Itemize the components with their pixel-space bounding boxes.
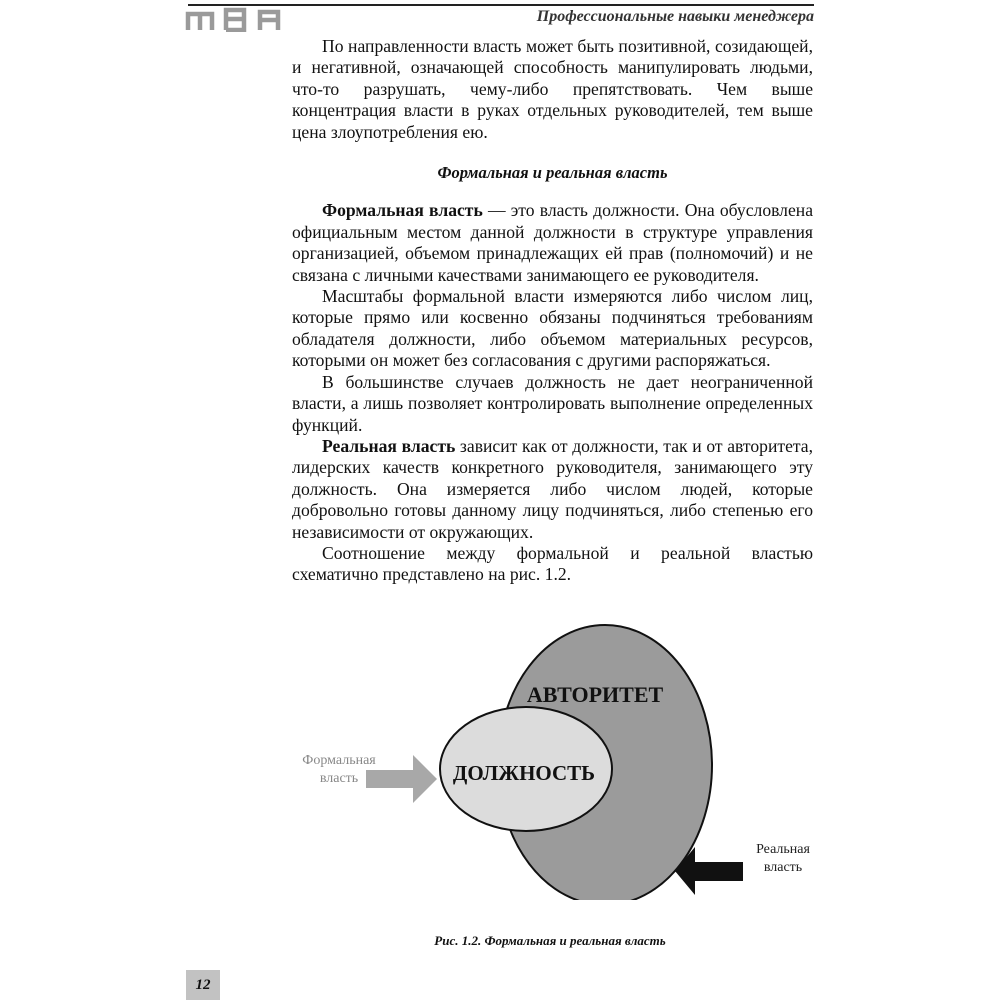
section-heading: Формальная и реальная власть [437, 163, 668, 183]
paragraph: В большинстве случаев должность не дает неограниченной власти, а лишь позволяет контролировать выполнение определенных функций. [292, 371, 813, 435]
formal-power-label-line1: Формальная [302, 753, 376, 768]
paragraph-text: зависит как от должности, так и от авторитета, лидерских качеств конкретного руководителя, занимающего эту должность. Она измеряется либо числом людей, которые добровольно готовы данному лицу подчиняться, либо степенью его независимости от окружающих. [292, 435, 813, 542]
real-power-label [733, 841, 833, 877]
paragraph: По направленности власть может быть позитивной, созидающей, и негативной, означающей способность манипулировать людьми, что-то разрушать, чему-либо препятствовать. Чем выше концентрация власти в руках отдельных руководителей, тем выше цена злоупотребления ею. [292, 36, 813, 142]
running-title: Профессиональные навыки менеджера [536, 8, 814, 25]
formal-power-label [289, 752, 389, 788]
page-header [0, 0, 1000, 40]
term-real-power: Реальная власть [322, 435, 456, 456]
paragraph: Масштабы формальной власти измеряются либо числом лиц, которые прямо или косвенно обязаны подчиняться требованиям обладателя должности, либо объемом материальных ресурсов, которыми он может без согласования с другими распоряжаться. [292, 286, 813, 371]
real-power-label-line1: Реальная [756, 842, 810, 857]
formal-power-label-line2: власть [319, 771, 359, 786]
page-number: 12 [186, 970, 220, 1000]
real-power-label-line2: власть [763, 860, 803, 875]
authority-label: АВТОРИТЕТ [526, 682, 664, 707]
term-formal-power: Формальная власть [322, 200, 483, 221]
figure-caption: Рис. 1.2. Формальная и реальная власть [434, 933, 666, 948]
paragraph [292, 200, 813, 286]
position-label: ДОЛЖНОСТЬ [452, 761, 596, 785]
mba-logo [184, 6, 294, 32]
paragraph: Соотношение между формальной и реальной властью схематично представлено на рис. 1.2. [292, 542, 813, 585]
paragraph-text: — это власть должности. Она обусловлена официальным местом данной должности в структуре управления организацией, объемом принадлежащих ей прав (полномочий) и не связана с личными качествами занимающего ее руководителя. [292, 200, 814, 285]
body-text [292, 36, 813, 586]
paragraph [292, 436, 813, 543]
